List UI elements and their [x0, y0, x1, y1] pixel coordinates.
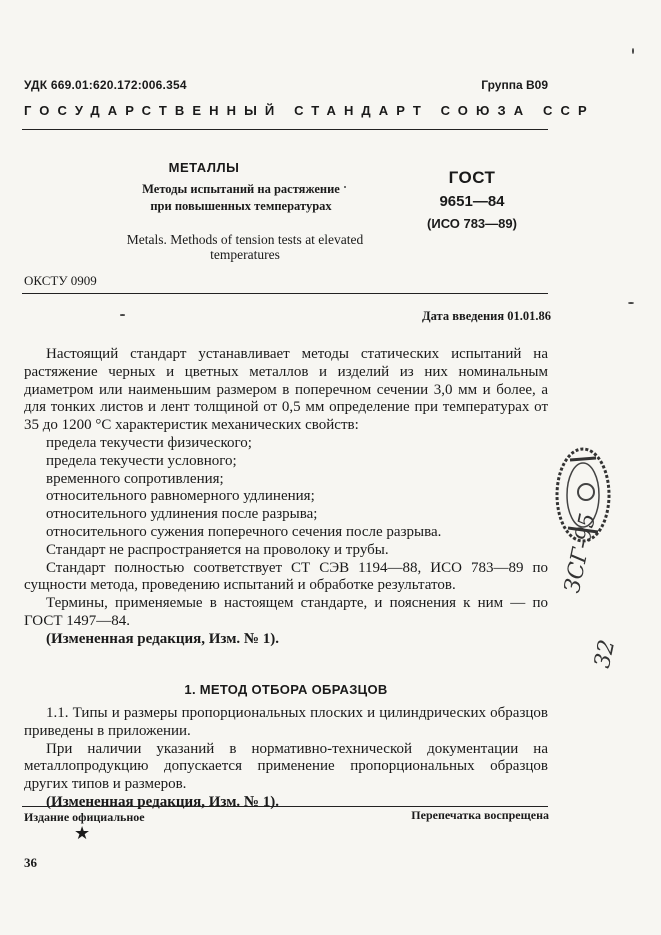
clause-1-1-addendum: При наличии указаний в нормативно-технической документации на металлопродукцию допускается применение пропорциональных образцов других типов и размеров.	[24, 740, 548, 793]
handwritten-note-1: ЗСГ-95	[560, 511, 602, 596]
scan-speck	[632, 48, 634, 54]
list-item: относительного сужения поперечного сечения после разрыва.	[46, 523, 442, 540]
state-standard-heading: ГОСУДАРСТВЕННЫЙ СТАНДАРТ СОЮЗА ССР	[24, 103, 595, 118]
group-code: Группа В09	[481, 78, 548, 92]
list-item: относительного удлинения после разрыва;	[46, 506, 318, 523]
header-rule	[22, 129, 548, 130]
reprint-notice: Перепечатка воспрещена	[411, 808, 549, 822]
list-item: относительного равномерного удлинения;	[46, 488, 315, 505]
handwritten-note-2: 32	[590, 637, 621, 671]
english-title-line-2: temperatures	[210, 247, 280, 262]
standard-subtitle-line-2: при повышенных температурах	[150, 199, 332, 213]
clause-1-1: 1.1. Типы и размеры пропорциональных плоских и цилиндрических образцов приведены в приложении.	[24, 705, 548, 739]
scan-speck	[120, 314, 125, 316]
official-edition-label: Издание официальное	[24, 810, 145, 824]
okstu-code: ОКСТУ 0909	[24, 273, 97, 288]
section-1-body	[24, 705, 548, 812]
section-heading: 1. МЕТОД ОТБОРА ОБРАЗЦОВ	[184, 682, 388, 697]
terms-paragraph: Термины, применяемые в настоящем стандарте, и пояснения к ним — по ГОСТ 1497—84.	[24, 595, 548, 629]
scan-speck	[628, 302, 634, 304]
properties-list	[24, 435, 548, 542]
standard-title: МЕТАЛЛЫ	[168, 160, 240, 175]
list-item: предела текучести физического;	[46, 434, 252, 451]
iso-reference: (ИСО 783—89)	[427, 216, 517, 231]
amendment-note: (Измененная редакция, Изм. № 1).	[46, 793, 280, 810]
intro-paragraph: Настоящий стандарт устанавливает методы статических испытаний на растяжение черных и цветных металлов и изделий из них номинальным диаметром или наименьшим размером в поперечном сечении 3,0 мм и более, а для тонких листов и лент толщиной от 0,5 мм определение при температурах от 35 до 1200 °С характеристик механических свойств:	[24, 346, 548, 434]
footer-rule	[22, 806, 548, 807]
scope-paragraph: Стандарт не распространяется на проволоку и трубы.	[46, 541, 389, 558]
conformity-paragraph: Стандарт полностью соответствует СТ СЭВ 1194—88, ИСО 783—89 по сущности метода, проведению испытаний и обработке результатов.	[24, 559, 548, 594]
udc-code: УДК 669.01:620.172:006.354	[24, 78, 187, 92]
title-rule	[22, 293, 548, 294]
page-number: 36	[24, 855, 37, 870]
scan-speck	[344, 186, 346, 188]
introduction-date: Дата введения 01.01.86	[422, 309, 551, 323]
amendment-note: (Измененная редакция, Изм. № 1).	[46, 630, 280, 647]
intro-section	[24, 346, 548, 649]
standard-subtitle-line-1: Методы испытаний на растяжение	[142, 182, 340, 196]
list-item: временного сопротивления;	[46, 470, 224, 487]
gost-label: ГОСТ	[448, 168, 496, 187]
english-title-line-1: Metals. Methods of tension tests at elevated	[126, 232, 364, 247]
star-icon: ★	[74, 823, 91, 843]
gost-number: 9651—84	[439, 193, 505, 210]
list-item: предела текучести условного;	[46, 452, 237, 469]
